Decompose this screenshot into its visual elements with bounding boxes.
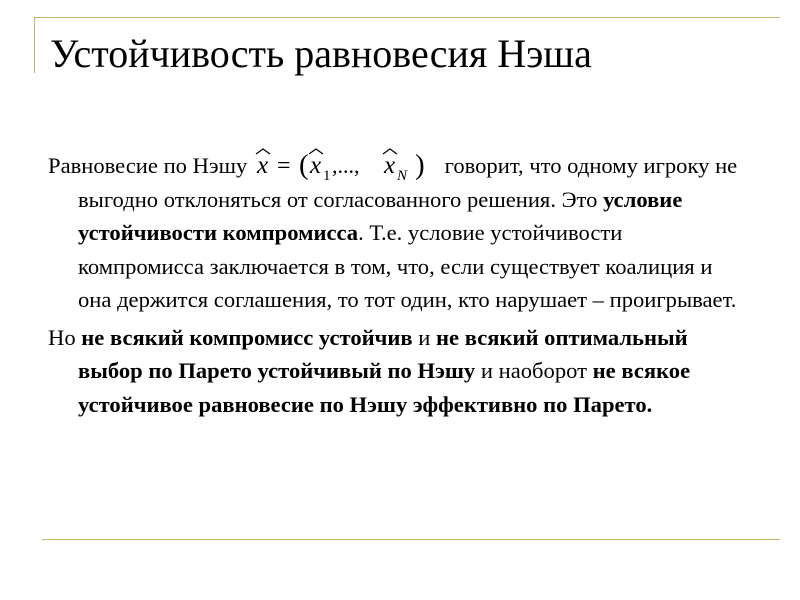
paragraph2-intro: Но [48, 324, 82, 350]
decorative-bottom-line [42, 539, 780, 540]
formula-xn-var: x [383, 152, 396, 179]
paragraph2-connector-2: и наоборот [475, 358, 593, 383]
slide-title: Устойчивость равновесия Нэша [50, 31, 592, 76]
formula-right-paren: ) [414, 149, 425, 181]
decorative-top-line [34, 17, 780, 18]
formula-equals: = [276, 153, 291, 179]
paragraph1-intro: Равновесие по Нэшу [48, 153, 253, 178]
paragraph-compromise-pareto [48, 321, 748, 422]
decorative-vertical-line [34, 17, 35, 73]
paragraph1-after-formula: говорит, что одному игроку не выгодно отклоняться от согласованного решения. Это [78, 153, 738, 212]
paragraph2-connector-1: и [412, 324, 437, 350]
bold-statement-1: не всякий компромисс устойчив [81, 324, 413, 350]
bold-term-compromise-stability: условие устойчивости компромисса [78, 186, 683, 245]
bold-statement-2: не всякий оптимальный выбор по Парето устойчивый по Нэшу [78, 324, 688, 383]
formula-left-paren: ( [298, 149, 309, 181]
formula-ellipsis: ,..., [331, 153, 360, 178]
formula-xn-subscript: N [396, 168, 407, 184]
bold-statement-3: не всякое устойчивое равновесие по Нэшу эффективно по Парето. [78, 358, 691, 417]
paragraph1-after-bold: . Т.е. условие устойчивости компромисса заключается в том, что, если существует коалиция и она держится соглашения, то тот один, кто нарушает – проигрывает. [78, 220, 737, 312]
nash-equilibrium-formula [255, 146, 435, 182]
slide-body [48, 146, 748, 421]
formula-x1-var: x [309, 152, 322, 179]
formula-x-var: x [256, 152, 269, 179]
formula-x1-subscript: 1 [322, 168, 331, 184]
paragraph-nash-equilibrium [48, 146, 748, 317]
